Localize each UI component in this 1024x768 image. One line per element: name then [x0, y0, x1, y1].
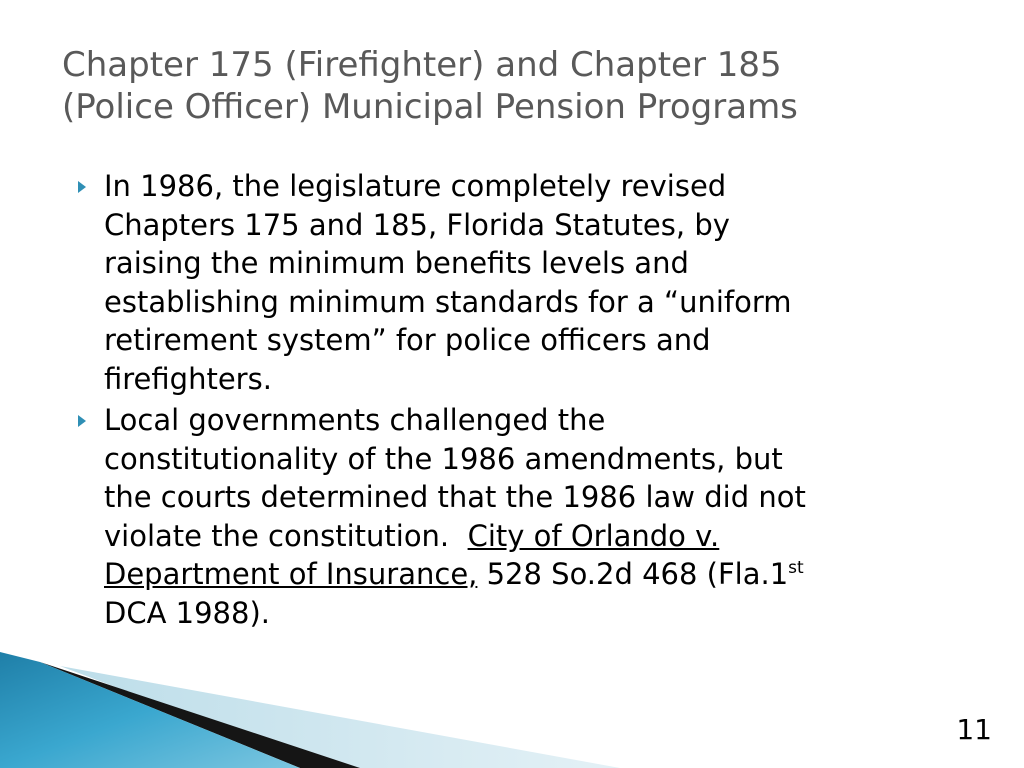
- bullet-2-line-3: the courts determined that the 1986 law did not: [104, 480, 806, 514]
- page-number: 11: [956, 713, 992, 746]
- bullet-2-line-4: [104, 517, 956, 556]
- bullet-2-line-5: [104, 555, 956, 594]
- bullet-1-line-1: In 1986, the legislature completely revised: [104, 169, 727, 203]
- bullet-2-line-6: DCA 1988).: [104, 595, 270, 630]
- slide-title-line-1: Chapter 175 (Firefighter) and Chapter 185: [62, 45, 782, 85]
- case-reporter-citation: 528 So.2d 468 (Fla.1: [477, 557, 789, 591]
- case-citation-part-2: Department of Insurance,: [104, 557, 478, 591]
- bullet-2-line-4-text: violate the constitution.: [104, 518, 468, 553]
- bullet-1-line-3: raising the minimum benefits levels and: [104, 246, 689, 280]
- ordinal-superscript: st: [788, 558, 804, 578]
- bullet-1-line-5: retirement system” for police officers and: [104, 323, 711, 357]
- bullet-item-legislature-revision: [76, 167, 956, 398]
- case-citation-part-1: City of Orlando v.: [467, 518, 720, 553]
- bullet-2-line-1: Local governments challenged the: [104, 403, 606, 437]
- bullet-list: [76, 167, 956, 635]
- triangle-right-icon: [78, 415, 86, 427]
- slide-title: [62, 44, 982, 128]
- slide-title-line-2: (Police Officer) Municipal Pension Programs: [62, 87, 798, 127]
- bullet-2-line-2: constitutionality of the 1986 amendments, but: [104, 441, 783, 476]
- bullet-1-line-6: firefighters.: [104, 361, 272, 396]
- bullet-1-line-4: establishing minimum standards for a “uniform: [104, 284, 792, 319]
- decorative-corner-swoosh: [0, 640, 620, 768]
- bullet-item-court-challenge: [76, 401, 956, 632]
- bullet-1-line-2: Chapters 175 and 185, Florida Statutes, by: [104, 207, 730, 242]
- triangle-right-icon: [78, 181, 86, 193]
